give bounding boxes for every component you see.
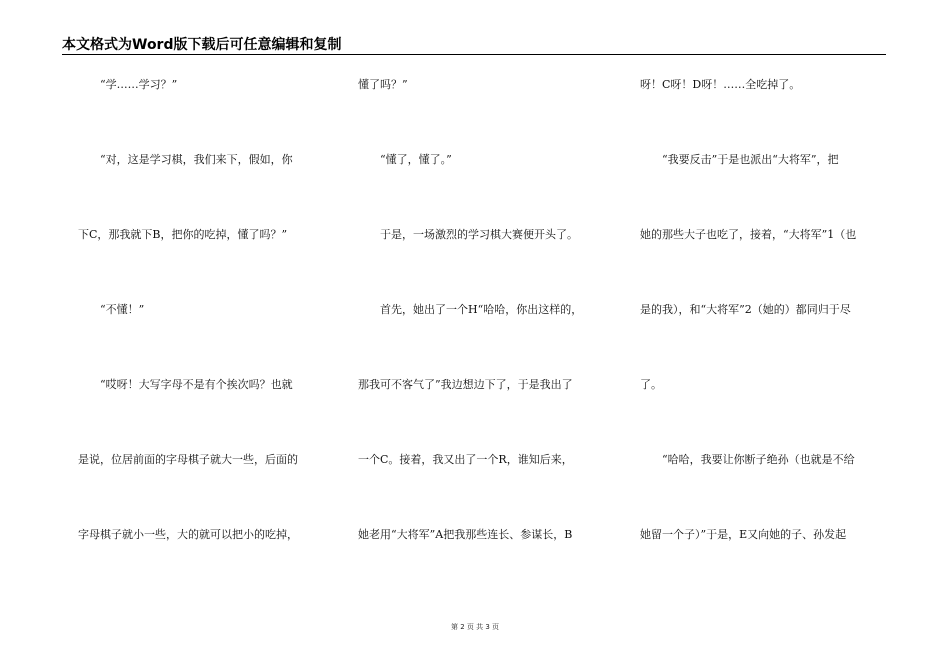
- text-line: “对，这是学习棋，我们来下，假如，你: [78, 153, 293, 166]
- text-line: “哈哈，我要让你断子绝孙（也就是不给: [640, 453, 855, 466]
- text-line: 是的我），和“大将军”2（她的）都同归于尽: [640, 303, 851, 316]
- text-line: 她老用“大将军”A把我那些连长、参谋长，B: [358, 528, 573, 541]
- text-line: “哎呀！大写字母不是有个挨次吗？也就: [78, 378, 293, 391]
- text-line: “学……学习？”: [78, 78, 178, 91]
- text-line: 一个C。接着，我又出了一个R，谁知后来，: [358, 453, 573, 466]
- document-header-title: 本文格式为Word版下载后可任意编辑和复制: [62, 37, 342, 53]
- text-line: 那我可不客气了”我边想边下了，于是我出了: [358, 378, 573, 391]
- page-number-footer: 第 2 页 共 3 页: [450, 623, 500, 631]
- text-column-1: [78, 75, 328, 600]
- header-divider: [62, 54, 886, 55]
- text-column-2: [358, 75, 608, 600]
- text-line: 于是，一场激烈的学习棋大赛便开头了。: [358, 228, 578, 241]
- text-line: “我要反击”于是也派出“大将军”，把: [640, 153, 839, 166]
- text-line: 首先，她出了一个H“哈哈，你出这样的，: [358, 303, 583, 316]
- text-line: 她的那些大子也吃了，接着，“大将军”1（也: [640, 228, 857, 241]
- text-line: 字母棋子就小一些，大的就可以把小的吃掉，: [78, 528, 298, 541]
- text-line: 是说，位居前面的字母棋子就大一些，后面的: [78, 453, 298, 466]
- text-line: 下C，那我就下B，把你的吃掉，懂了吗？”: [78, 228, 288, 241]
- text-line: “懂了，懂了。”: [358, 153, 452, 166]
- text-line: 了。: [640, 378, 662, 391]
- text-column-3: [640, 75, 890, 600]
- text-line: 呀！C呀！D呀！……全吃掉了。: [640, 78, 801, 91]
- text-line: 她留一个子）”于是，E又向她的子、孙发起: [640, 528, 847, 541]
- text-line: “不懂！”: [78, 303, 145, 316]
- text-line: 懂了吗？”: [358, 78, 408, 91]
